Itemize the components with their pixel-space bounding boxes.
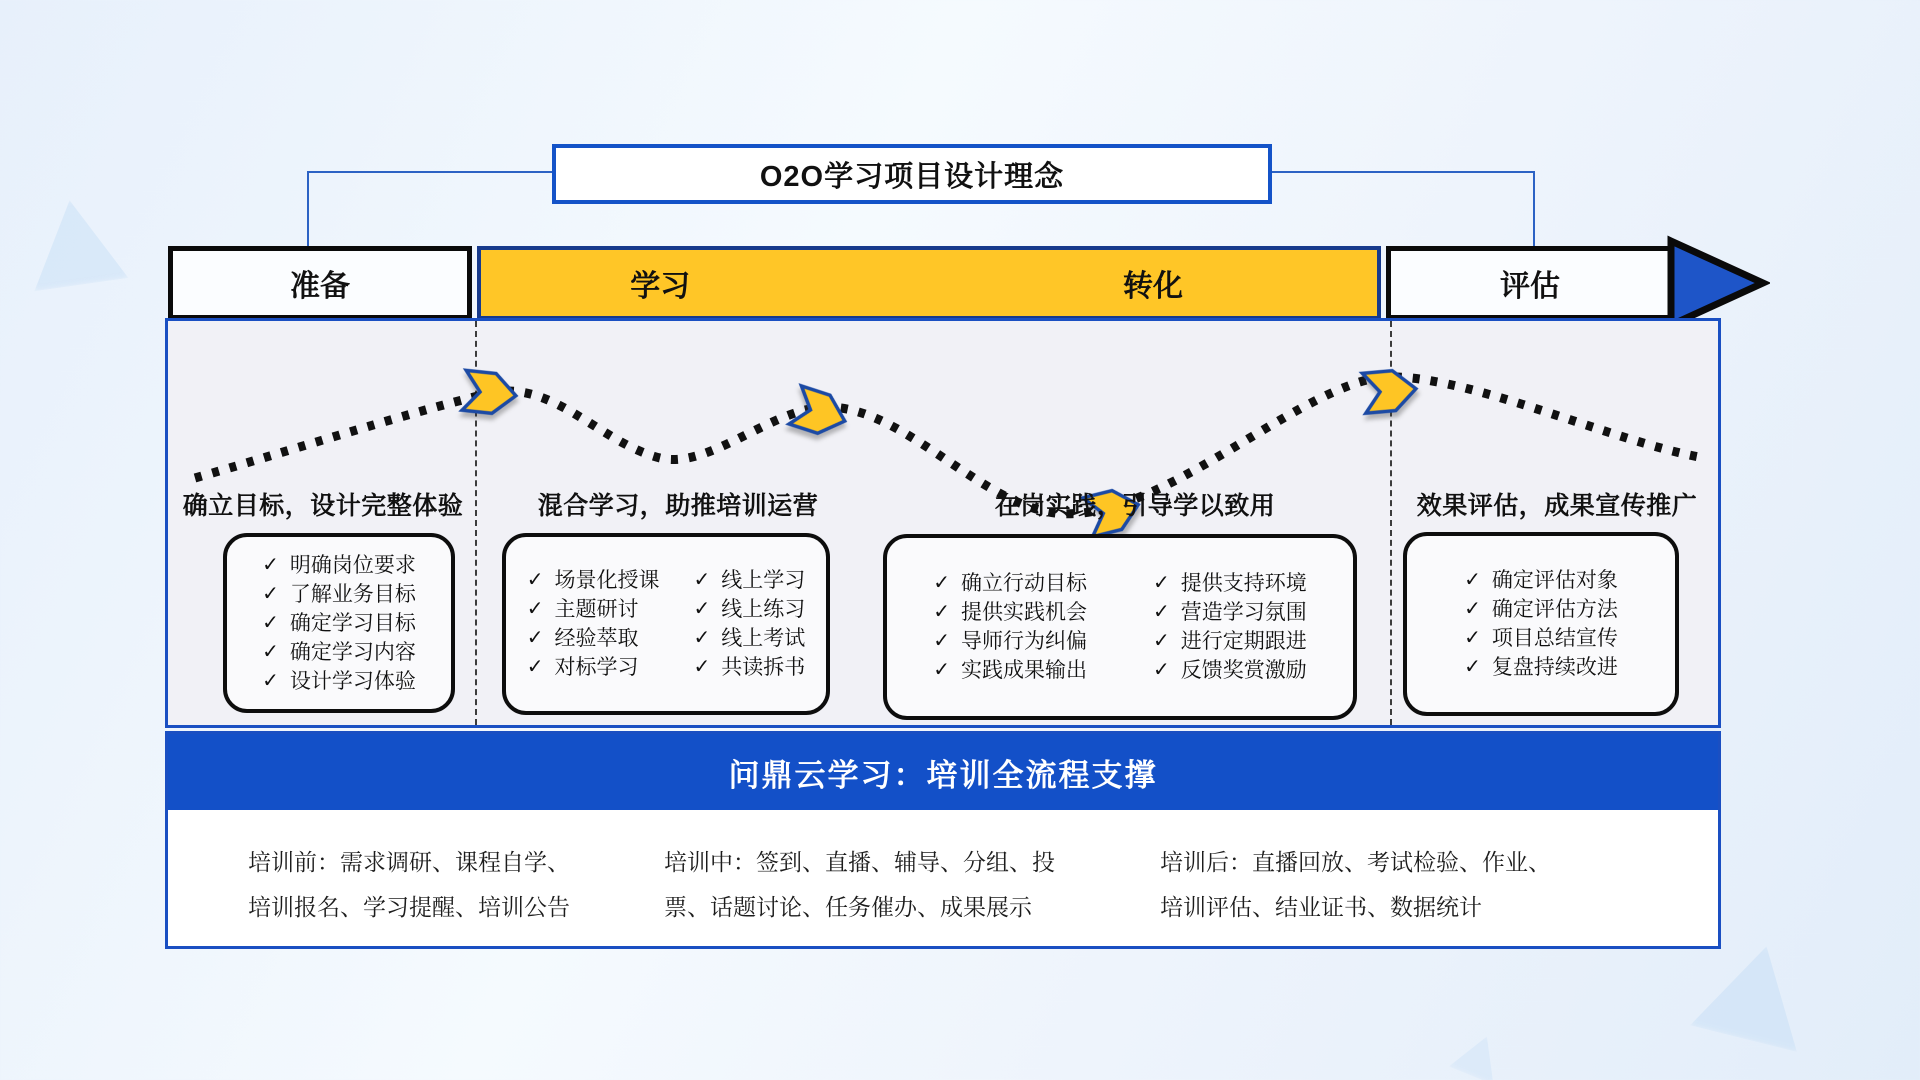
check-icon: ✓: [933, 601, 950, 623]
platform-banner-title: 问鼎云学习：培训全流程支撑: [728, 757, 1158, 793]
title-connector-line: [307, 171, 309, 247]
phase-learn-label: 学习: [630, 270, 691, 303]
phase-learn-transform: [477, 246, 1381, 320]
checklist-item: ✓ 确定评估对象: [1464, 566, 1618, 595]
check-icon: ✓: [262, 611, 279, 634]
check-icon: ✓: [262, 582, 279, 605]
checklist-item: ✓ 复盘持续改进: [1464, 653, 1618, 682]
check-icon: ✓: [526, 598, 544, 620]
check-icon: ✓: [526, 656, 544, 678]
checklist-item: ✓ 确定学习内容: [262, 638, 416, 667]
checklist-item: ✓ 场景化授课: [527, 566, 660, 595]
support-line: 培训报名、学习提醒、培训公告: [248, 894, 570, 920]
check-icon: ✓: [933, 659, 950, 681]
check-icon: ✓: [526, 569, 544, 591]
wave-arrow-icon: [1362, 369, 1417, 413]
support-line: 培训中：签到、直播、辅导、分组、投: [664, 849, 1055, 875]
checklist-item: ✓ 确立行动目标: [933, 569, 1087, 598]
checklist-item: ✓ 确定评估方法: [1464, 595, 1618, 624]
title-connector-line: [307, 171, 552, 173]
check-icon: ✓: [526, 627, 544, 649]
check-icon: ✓: [693, 569, 711, 591]
support-line: 票、话题讨论、任务催办、成果展示: [664, 894, 1032, 920]
support-line: 培训评估、结业证书、数据统计: [1160, 894, 1482, 920]
checklist-item: ✓ 提供实践机会: [933, 598, 1087, 627]
column-heading-evaluate: 效果评估，成果宣传推广: [1416, 492, 1698, 520]
process-detail-panel: [165, 318, 1721, 728]
checklist-item: ✓ 实践成果输出: [933, 656, 1087, 685]
column-heading-learn: 混合学习，助推培训运营: [537, 492, 819, 520]
checklist-item: ✓ 进行定期跟进: [1153, 627, 1307, 656]
column-heading-prepare: 确立目标，设计完整体验: [182, 492, 464, 520]
column-heading-transform: 在岗实践，引导学以致用: [994, 492, 1276, 520]
phase-evaluate-label: 评估: [1500, 270, 1560, 303]
checklist-item: ✓ 经验萃取: [527, 624, 660, 653]
checklist-item: ✓ 设计学习体验: [262, 667, 416, 696]
check-icon: ✓: [1464, 569, 1481, 591]
checklist-item: ✓ 项目总结宣传: [1464, 624, 1618, 653]
support-line: 培训后：直播回放、考试检验、作业、: [1160, 849, 1551, 875]
checklist-item: ✓ 导师行为纠偏: [933, 627, 1087, 656]
checklist-item: ✓ 了解业务目标: [262, 580, 416, 609]
checklist-prepare: [223, 533, 455, 713]
check-icon: ✓: [1153, 659, 1170, 681]
checklist-item: ✓ 提供支持环境: [1153, 569, 1307, 598]
checklist-item: ✓ 营造学习氛围: [1153, 598, 1307, 627]
checklist-evaluate: [1403, 532, 1679, 716]
support-block-after-training: [1160, 840, 1608, 930]
check-icon: ✓: [1153, 601, 1170, 623]
checklist-item: ✓ 主题研讨: [527, 595, 660, 624]
phase-transform-label: 转化: [1123, 270, 1183, 303]
checklist-learn: [502, 533, 830, 715]
check-icon: ✓: [933, 572, 950, 594]
background-triangle-decoration: [1690, 933, 1820, 1052]
checklist-item: ✓ 反馈奖赏激励: [1153, 656, 1307, 685]
checklist-item: ✓ 对标学习: [527, 653, 660, 682]
check-icon: ✓: [1464, 627, 1481, 649]
diagram-title-text: O2O学习项目设计理念: [759, 160, 1065, 193]
check-icon: ✓: [1464, 598, 1481, 620]
background-triangle-decoration: [23, 194, 129, 291]
check-icon: ✓: [693, 627, 711, 649]
phase-prepare: [168, 246, 472, 320]
check-icon: ✓: [262, 553, 279, 576]
background-triangle-decoration: [1449, 1028, 1509, 1080]
check-icon: ✓: [1464, 656, 1481, 678]
check-icon: ✓: [1153, 630, 1170, 652]
check-icon: ✓: [693, 656, 711, 678]
support-block-during-training: [664, 840, 1102, 930]
check-icon: ✓: [262, 669, 279, 692]
check-icon: ✓: [693, 598, 711, 620]
check-icon: ✓: [933, 630, 950, 652]
wave-arrow-icon: [462, 370, 518, 415]
checklist-item: ✓ 确定学习目标: [262, 609, 416, 638]
platform-support-panel: [165, 731, 1721, 949]
platform-banner: [168, 734, 1718, 810]
checklist-item: ✓ 线上考试: [694, 624, 806, 653]
phase-prepare-label: 准备: [290, 270, 350, 303]
support-block-before-training: [248, 840, 660, 930]
phase-evaluate: [1386, 246, 1674, 320]
checklist-item: ✓ 明确岗位要求: [262, 551, 416, 580]
title-connector-line: [1533, 171, 1535, 247]
check-icon: ✓: [1153, 572, 1170, 594]
checklist-transform: [883, 534, 1357, 720]
checklist-item: ✓ 线上练习: [694, 595, 806, 624]
wave-arrow-icon: [789, 386, 851, 440]
checklist-item: ✓ 共读拆书: [694, 653, 806, 682]
title-connector-line: [1272, 171, 1535, 173]
diagram-title: [552, 144, 1272, 204]
support-line: 培训前：需求调研、课程自学、: [248, 849, 570, 875]
checklist-item: ✓ 线上学习: [694, 566, 806, 595]
check-icon: ✓: [262, 640, 279, 663]
